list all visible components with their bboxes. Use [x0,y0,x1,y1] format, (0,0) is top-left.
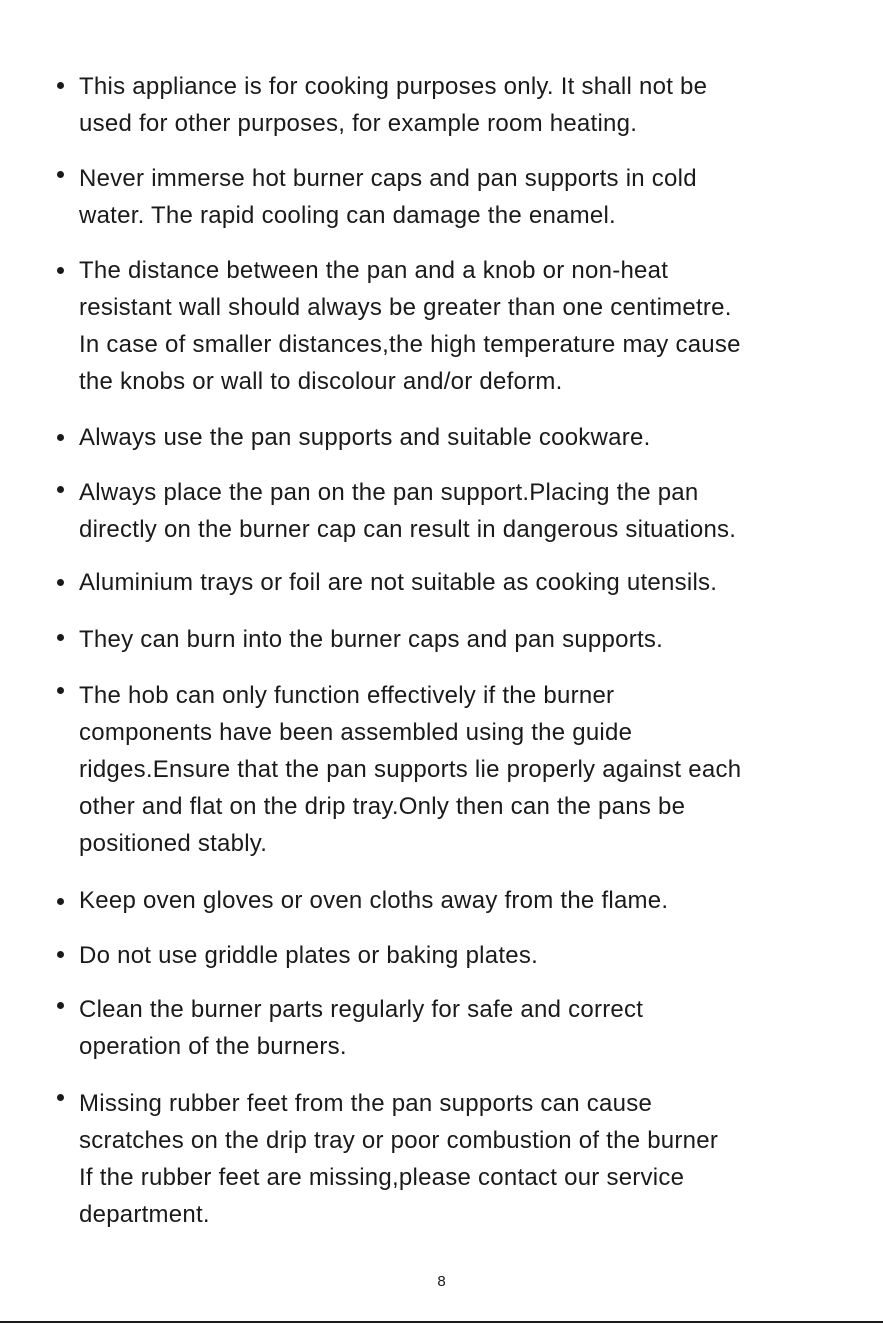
list-item-text: Aluminium trays or foil are not suitable as cooking utensils. [79,569,718,596]
list-item-text: The distance between the pan and a knob or non-heat resistant wall should always be greater than one centimetre. In case of smaller distances,the high temperature may cause the knobs or wall to discolour and/or deform. [79,257,741,395]
bullet-icon [57,687,64,694]
bullet-icon [57,1094,64,1101]
bullet-icon [57,579,64,586]
list-item-text: The hob can only function effectively if the burner components have been assembled using the guide ridges.Ensure that the pan supports lie properly against each other and flat on the drip tray.Only then can the pans be positioned stably. [79,682,742,857]
bullet-icon [57,82,64,89]
bullet-icon [57,1002,64,1009]
list-item-text: Never immerse hot burner caps and pan supports in cold water. The rapid cooling can damage the enamel. [79,165,697,229]
bullet-icon [57,951,64,958]
bottom-divider [0,1321,883,1323]
list-item-text: Clean the burner parts regularly for safe and correct operation of the burners. [79,996,644,1060]
bullet-icon [57,634,64,641]
list-item-text: Always place the pan on the pan support.Placing the pan directly on the burner cap can result in dangerous situations. [79,479,737,543]
bullet-icon [57,267,64,274]
list-item-text: They can burn into the burner caps and pan supports. [79,626,664,653]
bullet-icon [57,434,64,441]
bullet-icon [57,171,64,178]
list-item-text: Do not use griddle plates or baking plates. [79,942,539,969]
bullet-icon [57,898,64,905]
bullet-icon [57,486,64,493]
list-item-text: Keep oven gloves or oven cloths away from the flame. [79,887,669,914]
list-item-text: This appliance is for cooking purposes only. It shall not be used for other purposes, for example room heating. [79,73,708,137]
list-item-text: Always use the pan supports and suitable cookware. [79,424,651,451]
list-item-text: Missing rubber feet from the pan supports can cause scratches on the drip tray or poor combustion of the burner If the rubber feet are missing,please contact our service department. [79,1090,719,1228]
page-number: 8 [437,1273,446,1290]
